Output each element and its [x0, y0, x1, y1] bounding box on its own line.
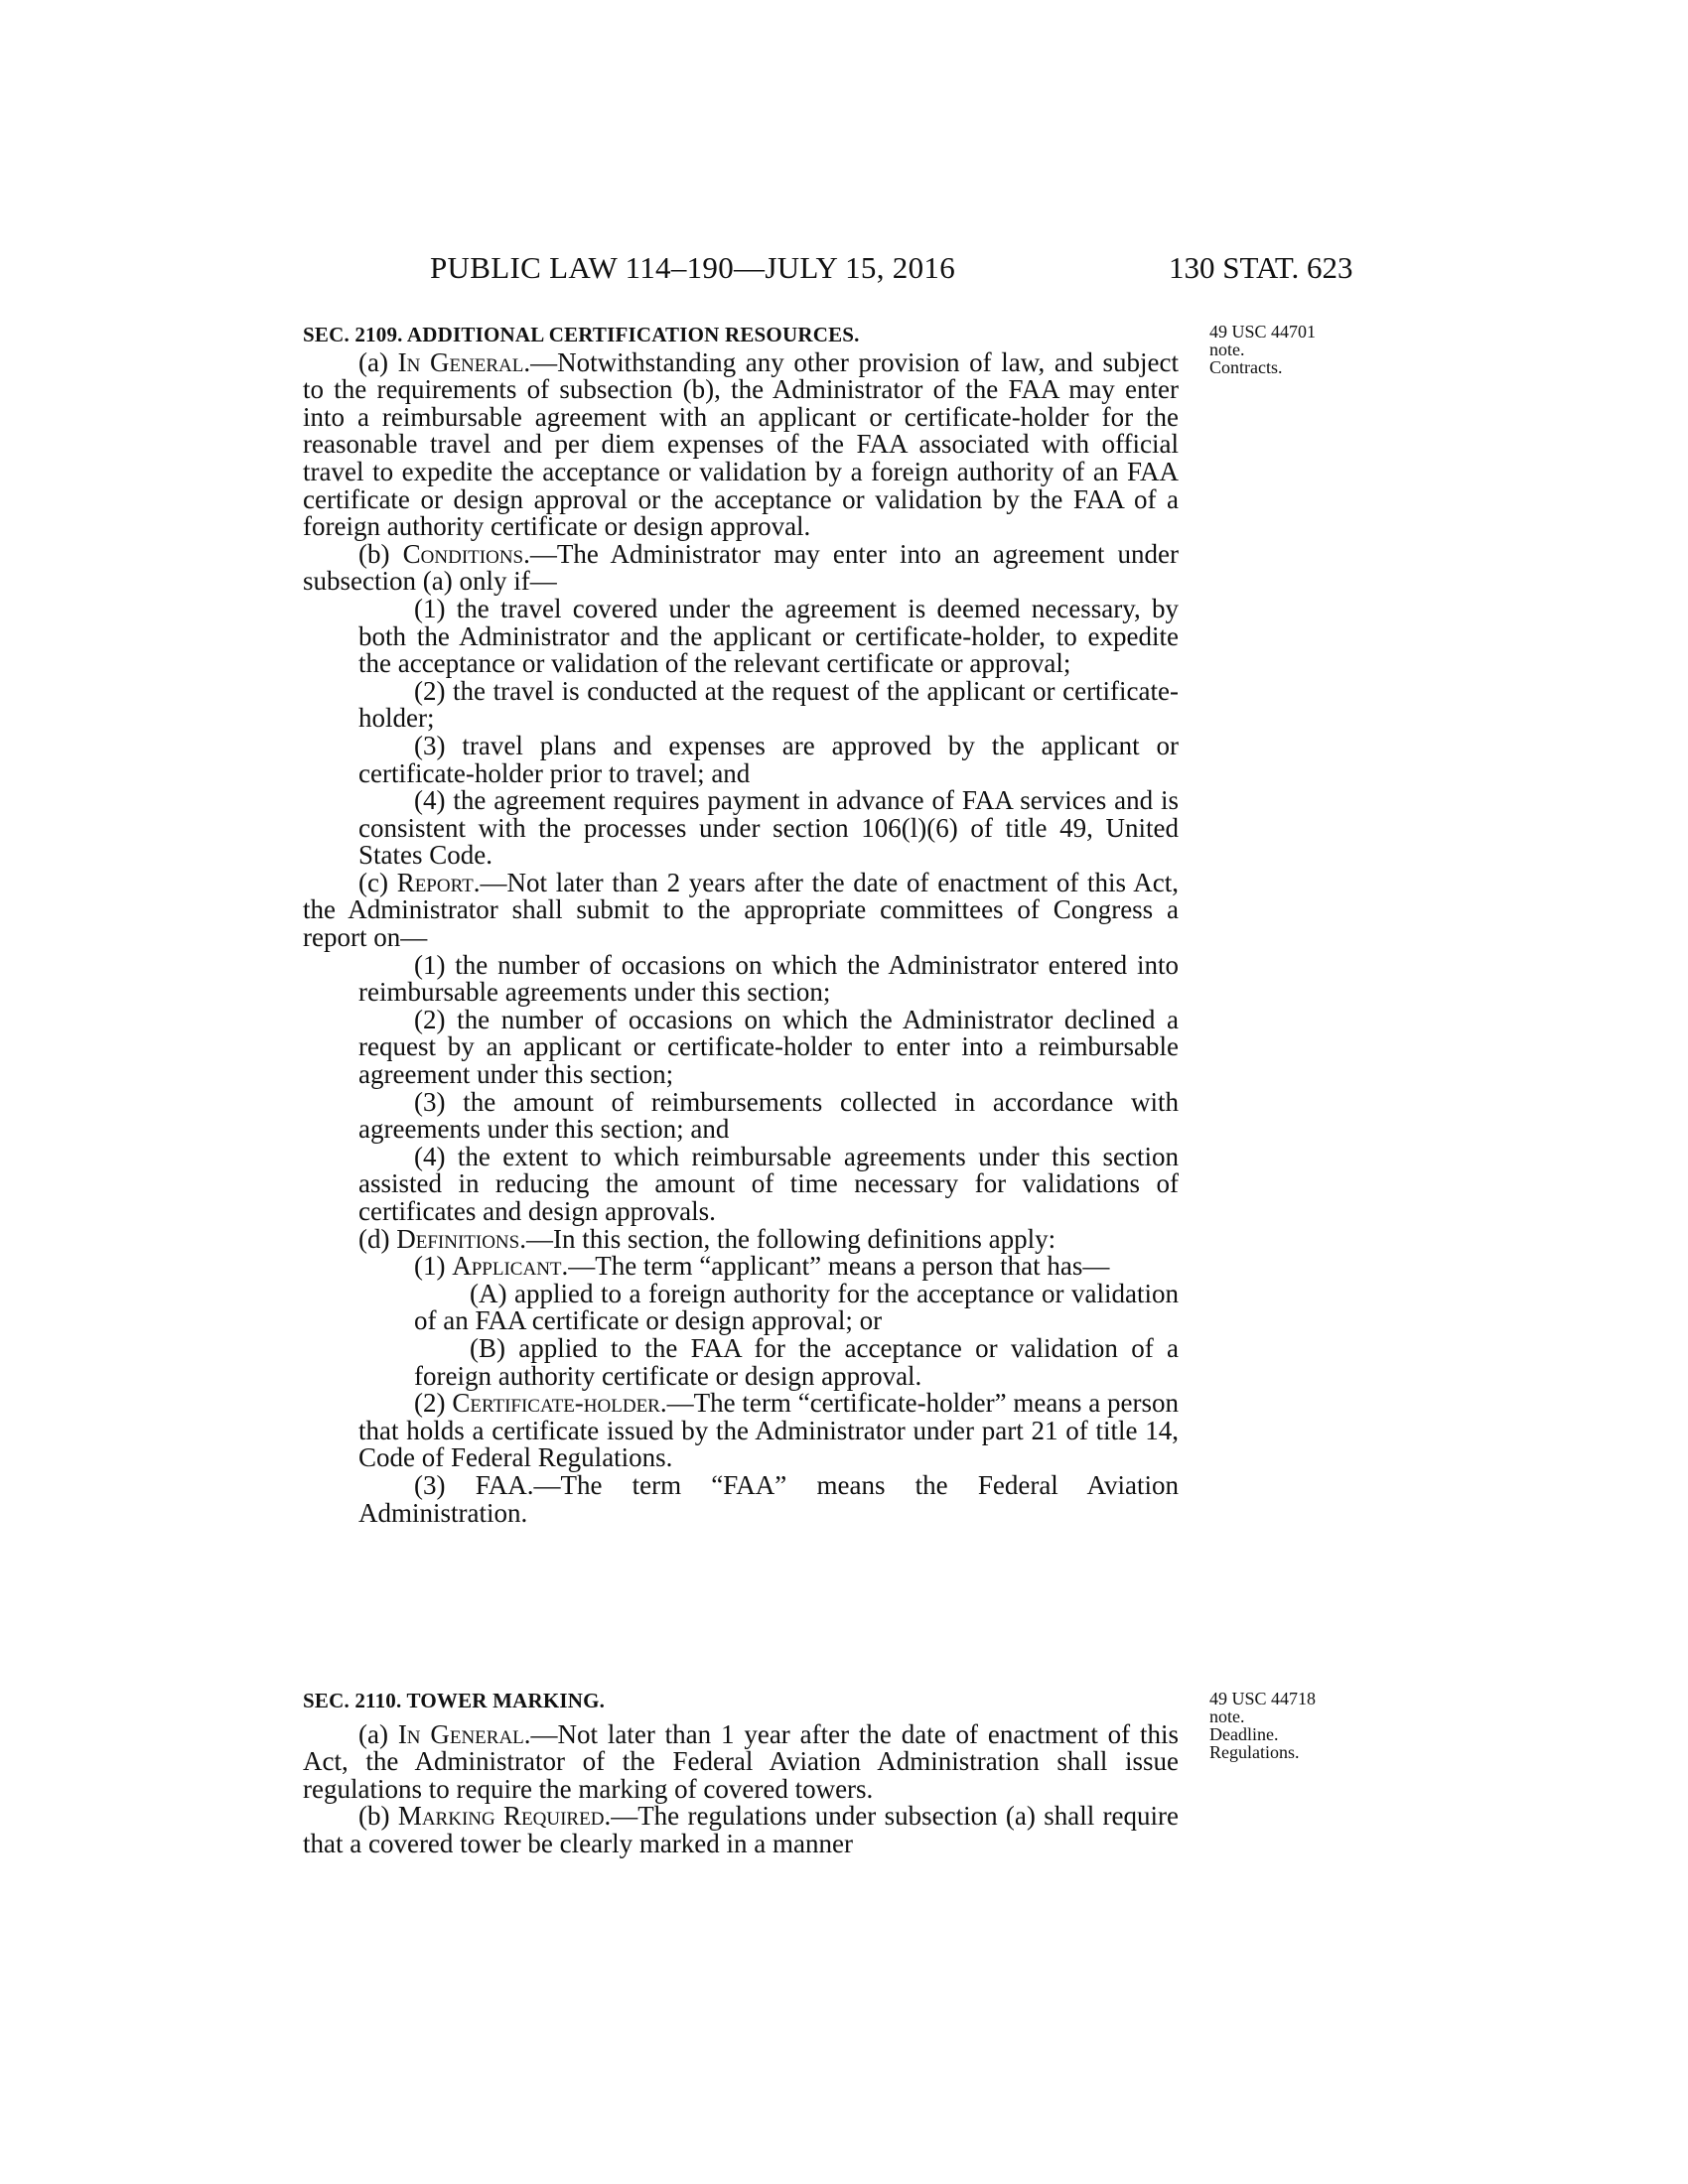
- paragraph-c3: (3) the amount of reimbursements collected in accordance with agreements under this section; and: [358, 1086, 1179, 1145]
- subsection-b: (b) Conditions.—The Administrator may enter into an agreement under subsection (a) only if—: [303, 538, 1179, 597]
- margin-note-line: note.: [1209, 340, 1245, 359]
- subsection-c: (c) Report.—Not later than 2 years after the date of enactment of this Act, the Administrator shall submit to the appropriate committees of Congress a report on—: [303, 867, 1180, 953]
- margin-note-line: note.: [1209, 1706, 1245, 1726]
- paragraph-b1: (1) the travel covered under the agreement is deemed necessary, by both the Administrator and the applicant or certificate-holder, to expedite the acceptance or validation of the relevant certificate or approval;: [358, 593, 1179, 679]
- paragraph-c2: (2) the number of occasions on which the Administrator declined a request by an applicant or certificate-holder to enter into a reimbursable agreement under this section;: [358, 1004, 1179, 1090]
- section-2109: [303, 322, 1179, 1527]
- margin-note-line: Regulations.: [1209, 1742, 1300, 1762]
- section-heading: SEC. 2109. ADDITIONAL CERTIFICATION RESOURCES.: [303, 323, 860, 346]
- paragraph-b2: (2) the travel is conducted at the request of the applicant or certificate-holder;: [358, 675, 1179, 734]
- margin-note-sec-2109: [1209, 323, 1368, 376]
- subsection-a: (a) In General.—Notwithstanding any other provision of law, and subject to the requirements of subsection (b), the Administrator of the FAA may enter into a reimbursable agreement with an applicant or certificate-holder for the reasonable travel and per diem expenses of the FAA associated with official travel to expedite the acceptance or validation by a foreign authority of an FAA certificate or design approval or the acceptance or validation by the FAA of a foreign authority certificate or design approval.: [303, 346, 1179, 542]
- paragraph-d3: (3) FAA.—The term “FAA” means the Federal Aviation Administration.: [358, 1469, 1179, 1528]
- subparagraph-d1-b: (B) applied to the FAA for the acceptance or validation of a foreign authority certificate or design approval.: [414, 1332, 1179, 1391]
- paragraph-d1: (1) Applicant.—The term “applicant” means a person that has—: [414, 1251, 1110, 1282]
- page-number: 130 STAT. 623: [1169, 250, 1353, 285]
- subsection-d: (d) Definitions.—In this section, the following definitions apply:: [358, 1223, 1056, 1254]
- paragraph-c4: (4) the extent to which reimbursable agreements under this section assisted in reducing the amount of time necessary for validations of certificates and design approvals.: [358, 1141, 1179, 1226]
- margin-note-line: 49 USC 44701: [1209, 322, 1317, 341]
- subsection-b: (b) Marking Required.—The regulations under subsection (a) shall require that a covered tower be clearly marked in a manner: [303, 1801, 1179, 1858]
- margin-note-sec-2110: [1209, 1690, 1368, 1761]
- section-heading: SEC. 2110. TOWER MARKING.: [303, 1689, 606, 1712]
- margin-note-line: 49 USC 44718: [1209, 1689, 1317, 1708]
- margin-note-line: Contracts.: [1209, 357, 1283, 377]
- paragraph-b3: (3) travel plans and expenses are approved by the applicant or certificate-holder prior to travel; and: [358, 730, 1179, 788]
- margin-note-line: Deadline.: [1209, 1724, 1279, 1744]
- paragraph-d2: (2) Certificate-holder.—The term “certificate-holder” means a person that holds a certificate issued by the Administrator under part 21 of title 14, Code of Federal Regulations.: [358, 1388, 1180, 1473]
- paragraph-c1: (1) the number of occasions on which the Administrator entered into reimbursable agreements under this section;: [358, 949, 1179, 1008]
- running-head-title: PUBLIC LAW 114–190—JULY 15, 2016: [430, 250, 956, 285]
- paragraph-b4: (4) the agreement requires payment in advance of FAA services and is consistent with the processes under section 106(l)(6) of title 49, United States Code.: [358, 785, 1179, 871]
- subparagraph-d1-a: (A) applied to a foreign authority for the acceptance or validation of an FAA certificate or design approval; or: [414, 1278, 1179, 1336]
- section-2110: [303, 1688, 1179, 1858]
- subsection-a: (a) In General.—Not later than 1 year after the date of enactment of this Act, the Administrator of the Federal Aviation Administration shall issue regulations to require the marking of covered towers.: [303, 1718, 1179, 1804]
